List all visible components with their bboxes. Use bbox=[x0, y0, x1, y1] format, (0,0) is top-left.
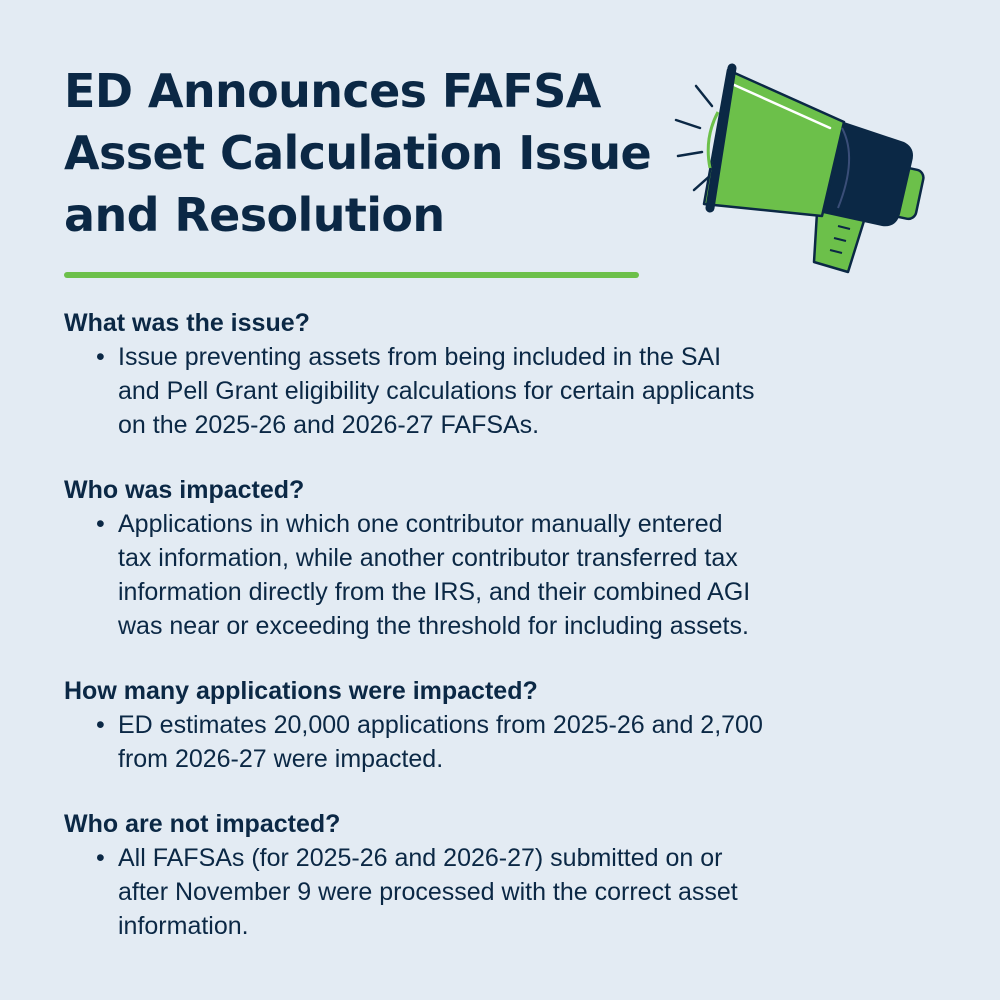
section-count bbox=[64, 674, 964, 776]
bullet-dot: • bbox=[96, 844, 105, 872]
content bbox=[64, 306, 964, 974]
section-impacted bbox=[64, 473, 964, 643]
bullet-item bbox=[64, 708, 964, 776]
section-heading: Who are not impacted? bbox=[64, 810, 341, 838]
bullet-line: ED estimates 20,000 applications from 2025-26 and 2,700 bbox=[118, 711, 763, 739]
bullet-line: from 2026-27 were impacted. bbox=[118, 745, 444, 773]
section-issue bbox=[64, 306, 964, 442]
section-heading: What was the issue? bbox=[64, 309, 310, 337]
bullet-line: information directly from the IRS, and their combined AGI bbox=[118, 578, 751, 606]
bullet-dot: • bbox=[96, 711, 105, 739]
title-line-1: ED Announces FAFSA bbox=[64, 64, 601, 118]
page-title bbox=[64, 60, 664, 246]
bullet-line: and Pell Grant eligibility calculations for certain applicants bbox=[118, 377, 755, 405]
bullet-line: after November 9 were processed with the correct asset bbox=[118, 878, 738, 906]
bullet-line: on the 2025-26 and 2026-27 FAFSAs. bbox=[118, 411, 540, 439]
title-divider bbox=[64, 272, 639, 278]
bullet-line: All FAFSAs (for 2025-26 and 2026-27) submitted on or bbox=[118, 844, 723, 872]
megaphone-icon bbox=[668, 58, 938, 278]
bullet-item bbox=[64, 841, 964, 943]
bullet-line: tax information, while another contributor transferred tax bbox=[118, 544, 738, 572]
bullet-line: Applications in which one contributor manually entered bbox=[118, 510, 723, 538]
bullet-item bbox=[64, 507, 964, 643]
bullet-item bbox=[64, 340, 964, 442]
section-heading: Who was impacted? bbox=[64, 476, 305, 504]
title-line-2: Asset Calculation Issue bbox=[64, 126, 652, 180]
bullet-line: information. bbox=[118, 912, 249, 940]
section-not-impacted bbox=[64, 807, 964, 943]
section-heading: How many applications were impacted? bbox=[64, 677, 538, 705]
bullet-dot: • bbox=[96, 510, 105, 538]
bullet-line: was near or exceeding the threshold for including assets. bbox=[118, 612, 749, 640]
bullet-dot: • bbox=[96, 343, 105, 371]
title-line-3: and Resolution bbox=[64, 188, 445, 242]
bullet-line: Issue preventing assets from being included in the SAI bbox=[118, 343, 722, 371]
